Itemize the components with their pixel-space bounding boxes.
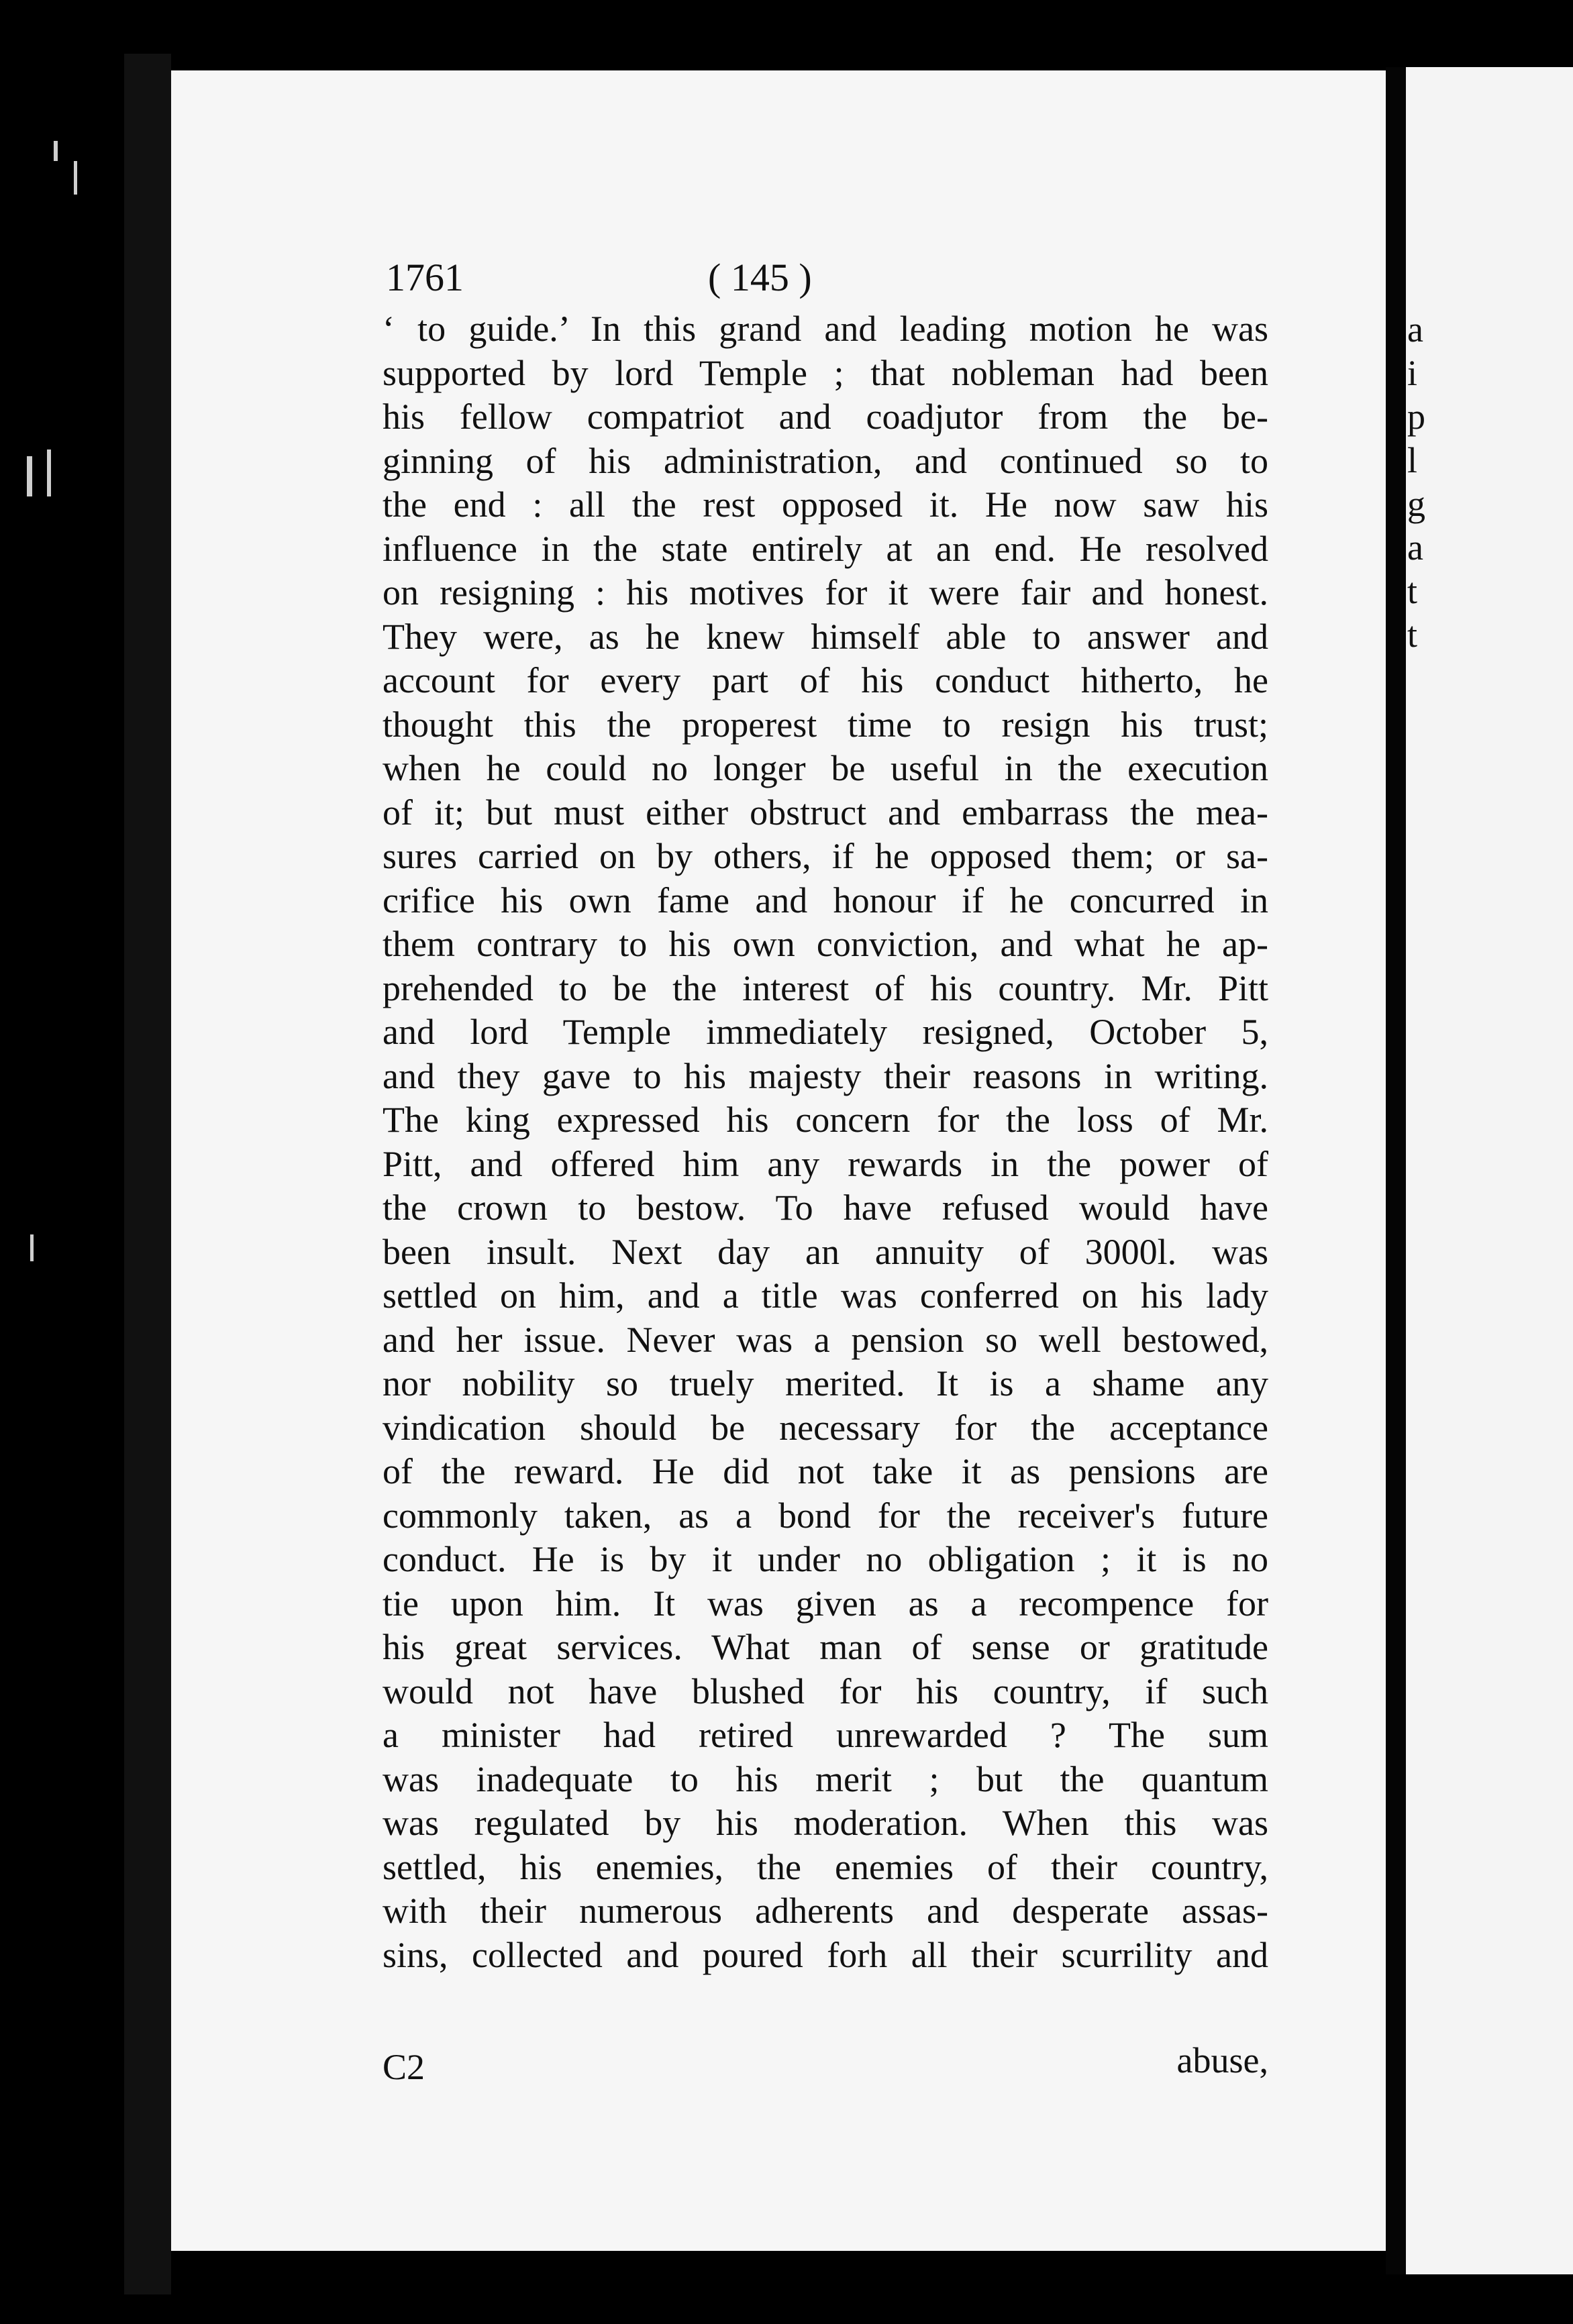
text-line: ginning of his administration, and continued so to <box>383 440 1268 481</box>
page-footer <box>383 2040 1268 2087</box>
text-line: the end : all the rest opposed it. He now saw his <box>383 484 1268 525</box>
text-line: sins, collected and poured forh all their scurrility and <box>383 1934 1268 1975</box>
scan-noise <box>13 134 94 1811</box>
text-line: Pitt, and offered him any rewards in the power of <box>383 1143 1268 1184</box>
facing-page-fragment <box>1406 67 1573 2274</box>
text-line: vindication should be necessary for the acceptance <box>383 1407 1268 1448</box>
text-line: was regulated by his moderation. When this was <box>383 1803 1268 1843</box>
page-number: ( 145 ) <box>708 256 812 299</box>
facing-page-letter: a <box>1407 309 1423 350</box>
text-line: account for every part of his conduct hitherto, he <box>383 660 1268 700</box>
text-line: the crown to bestow. To have refused would have <box>383 1187 1268 1228</box>
text-line: and her issue. Never was a pension so well bestowed, <box>383 1319 1268 1360</box>
signature-mark: C2 <box>383 2047 425 2087</box>
text-line: would not have blushed for his country, if such <box>383 1671 1268 1711</box>
text-line: when he could no longer be useful in the execution <box>383 748 1268 788</box>
text-line: supported by lord Temple ; that nobleman had been <box>383 352 1268 393</box>
text-line: a minister had retired unrewarded ? The sum <box>383 1715 1268 1755</box>
body-text <box>383 307 1268 1977</box>
facing-page-letter: g <box>1407 484 1425 524</box>
text-line: They were, as he knew himself able to answer and <box>383 616 1268 657</box>
text-line: crifice his own fame and honour if he concurred in <box>383 880 1268 920</box>
text-line: them contrary to his own conviction, and what he ap- <box>383 924 1268 964</box>
text-line: commonly taken, as a bond for the receiver's future <box>383 1495 1268 1536</box>
text-line: sures carried on by others, if he opposed them; or sa- <box>383 836 1268 876</box>
binding-edge <box>124 54 171 2294</box>
facing-page-letter: t <box>1407 571 1418 611</box>
text-line: his fellow compatriot and coadjutor from the be- <box>383 397 1268 437</box>
catchword: abuse, <box>1176 2040 1268 2080</box>
text-line: The king expressed his concern for the loss of Mr. <box>383 1100 1268 1140</box>
text-line: thought this the properest time to resign his trust; <box>383 704 1268 745</box>
gutter-shadow <box>1386 67 1406 2274</box>
running-head <box>386 255 1272 302</box>
facing-page-letter: t <box>1407 615 1418 655</box>
text-line: conduct. He is by it under no obligation ; it is no <box>383 1539 1268 1579</box>
text-line: and lord Temple immediately resigned, October 5, <box>383 1012 1268 1052</box>
text-line: ‘ to guide.’ In this grand and leading motion he was <box>383 309 1268 349</box>
facing-page-letter: a <box>1407 527 1423 568</box>
text-line: settled, his enemies, the enemies of their country, <box>383 1846 1268 1887</box>
text-line: influence in the state entirely at an end. He resolved <box>383 528 1268 569</box>
facing-page-letter: i <box>1407 353 1418 393</box>
facing-page-letter: l <box>1407 440 1418 480</box>
running-head-year: 1761 <box>386 256 464 299</box>
text-line: his great services. What man of sense or gratitude <box>383 1627 1268 1667</box>
text-line: with their numerous adherents and desperate assas- <box>383 1891 1268 1931</box>
text-line: settled on him, and a title was conferred on his lady <box>383 1275 1268 1316</box>
text-line: and they gave to his majesty their reasons in writing. <box>383 1055 1268 1096</box>
text-line: on resigning : his motives for it were fair and honest. <box>383 572 1268 613</box>
text-line: been insult. Next day an annuity of 3000l. was <box>383 1231 1268 1272</box>
text-line: was inadequate to his merit ; but the quantum <box>383 1758 1268 1799</box>
facing-page-letter: p <box>1407 397 1425 437</box>
text-line: prehended to be the interest of his country. Mr. Pitt <box>383 967 1268 1008</box>
text-line: of it; but must either obstruct and embarrass the mea- <box>383 792 1268 833</box>
text-line: nor nobility so truely merited. It is a shame any <box>383 1363 1268 1404</box>
text-line: of the reward. He did not take it as pensions are <box>383 1451 1268 1491</box>
text-line: tie upon him. It was given as a recompence for <box>383 1583 1268 1624</box>
